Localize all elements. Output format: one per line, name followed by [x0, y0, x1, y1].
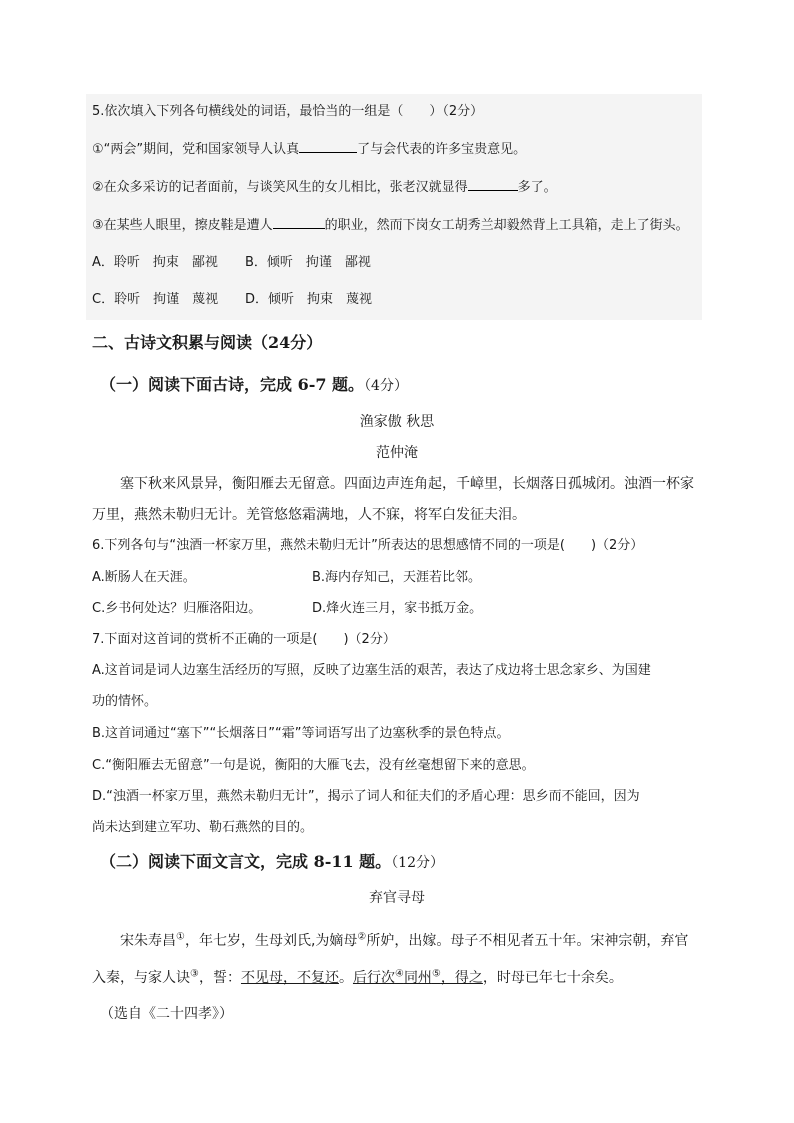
question-5-sentence-1: [92, 140, 526, 159]
footnote-marker-4: ④: [394, 968, 404, 980]
question-6-option-a[interactable]: A.断肠人在天涯。: [92, 570, 196, 585]
part-1-score: （4分）: [364, 378, 408, 394]
text-segment: ，时母已年七十余矣。: [482, 970, 623, 986]
footnote-marker-5: ⑤: [431, 968, 441, 980]
sentence-2-part-a: ②在众多采访的记者面前，与谈笑风生的女儿相比，张老汉就显得: [92, 180, 468, 195]
part-1-heading: [100, 374, 408, 397]
question-7-stem: 7.下面对这首词的赏析不正确的一项是( )（2分）: [92, 632, 396, 647]
text-segment: 所妒，出嫁。母子不相见者五十年。宋神宗朝，弃官: [366, 933, 689, 949]
text-segment: 入秦，与家人诀: [92, 970, 190, 986]
footnote-marker-2: ②: [357, 931, 367, 943]
question-5-sentence-3: [92, 216, 689, 235]
question-5-option-d[interactable]: D．倾听 拘束 蔑视: [245, 292, 373, 307]
text-segment: 。: [338, 970, 353, 986]
poem-title: 渔家傲 秋思: [359, 414, 435, 430]
classical-text-line-1: [120, 932, 688, 950]
underlined-phrase-1: 不见母，不复还: [240, 970, 339, 986]
part-1-title: （一）阅读下面古诗，完成 6-7 题。: [100, 375, 365, 394]
fill-blank-3[interactable]: [273, 216, 325, 229]
question-6-option-c[interactable]: C.乡书何处达？归雁洛阳边。: [92, 601, 262, 616]
question-7-option-c[interactable]: C.“衡阳雁去无留意”一句是说，衡阳的大雁飞去，没有丝毫想留下来的意思。: [92, 758, 535, 773]
fill-blank-1[interactable]: [299, 140, 357, 153]
question-5-stem: 5.依次填入下列各句横线处的词语，最恰当的一组是（ ）（2分）: [92, 104, 484, 119]
poem-line-2: 万里，燕然未勒归无计。羌管悠悠霜满地，人不寐，将军白发征夫泪。: [92, 507, 526, 523]
sentence-3-part-a: ③在某些人眼里，擦皮鞋是遭人: [92, 218, 273, 233]
sentence-1-part-a: ①“两会”期间，党和国家领导人认真: [92, 142, 300, 157]
question-5-option-b[interactable]: B．倾听 拘谨 鄙视: [245, 255, 371, 270]
question-7-option-d-line-2[interactable]: 尚未达到建立军功、勒石燕然的目的。: [92, 820, 314, 835]
text-segment: 宋朱寿昌: [120, 933, 176, 949]
question-6-option-b[interactable]: B.海内存知己，天涯若比邻。: [312, 570, 482, 585]
text-segment: ，得之: [440, 970, 483, 986]
question-7-option-a-line-2[interactable]: 功的情怀。: [92, 694, 158, 709]
poem-author: 范仲淹: [376, 445, 418, 461]
question-6-stem: 6.下列各句与“浊酒一杯家万里，燕然未勒归无计”所表达的思想感情不同的一项是( )（2分）: [92, 538, 644, 553]
poem-line-1: 塞下秋来风景异，衡阳雁去无留意。四面边声连角起，千嶂里，长烟落日孤城闭。浊酒一杯家: [120, 476, 694, 492]
classical-text-source: （选自《二十四孝》）: [100, 1006, 233, 1022]
footnote-marker-3: ③: [190, 968, 199, 980]
classical-text-title: 弃官寻母: [369, 890, 425, 906]
text-segment: 同州: [403, 970, 432, 986]
underlined-phrase-2: [353, 970, 483, 986]
question-7-option-a-line-1[interactable]: A.这首词是词人边塞生活经历的写照，反映了边塞生活的艰苦，表达了戍边将士思念家乡、为国建: [92, 663, 651, 678]
section-2-title: 二、古诗文积累与阅读（24分）: [92, 333, 323, 352]
question-5-shaded-block: [86, 94, 702, 320]
question-6-option-d[interactable]: D.烽火连三月，家书抵万金。: [312, 601, 483, 616]
text-segment: 后行次: [352, 970, 395, 986]
sentence-2-part-b: 多了。: [517, 180, 557, 195]
part-2-title: （二）阅读下面文言文，完成 8-11 题。: [100, 852, 392, 871]
question-5-option-a[interactable]: A．聆听 拘束 鄙视: [92, 255, 218, 270]
classical-text-line-2: [92, 969, 623, 987]
question-5-option-c[interactable]: C．聆听 拘谨 蔑视: [92, 292, 219, 307]
text-segment: ，誓：: [198, 970, 241, 986]
part-2-heading: [100, 851, 444, 874]
question-5-sentence-2: [92, 178, 557, 197]
fill-blank-2[interactable]: [468, 178, 518, 191]
question-7-option-d-line-1[interactable]: D.“浊酒一杯家万里，燕然未勒归无计”，揭示了词人和征夫们的矛盾心理：思乡而不能回，因为: [92, 789, 640, 804]
part-2-score: （12分）: [391, 855, 445, 871]
footnote-marker-1: ①: [176, 931, 185, 943]
text-segment: ，年七岁，生母刘氏,为嫡母: [184, 933, 358, 949]
question-7-option-b[interactable]: B.这首词通过“塞下”“长烟落日”“霜”等词语写出了边塞秋季的景色特点。: [92, 726, 510, 741]
sentence-1-part-b: 了与会代表的许多宝贵意见。: [357, 142, 527, 157]
sentence-3-part-b: 的职业，然而下岗女工胡秀兰却毅然背上工具箱，走上了街头。: [324, 218, 689, 233]
